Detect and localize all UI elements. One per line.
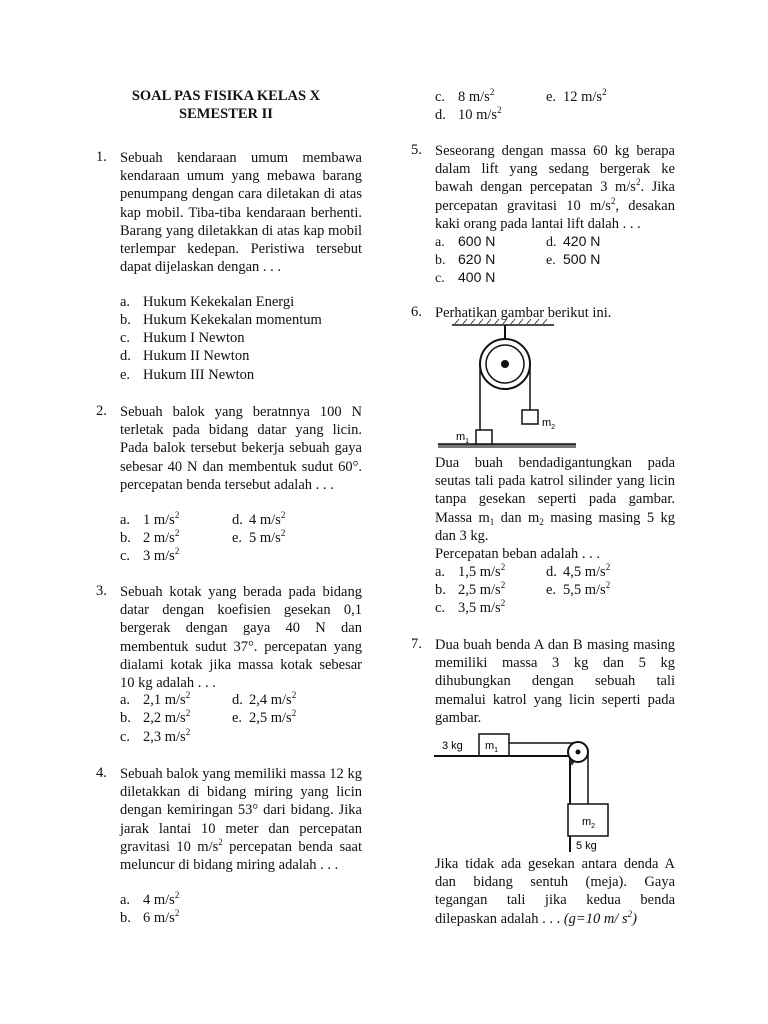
mass-a-label: 3 kg: [442, 740, 463, 752]
option: e. Hukum III Newton: [120, 367, 255, 383]
mass-label: $m_2$: [542, 417, 556, 431]
question-number: 7.: [411, 636, 422, 652]
option: e. 5 $m/s^2$: [232, 528, 286, 546]
option: e. 5,5 $m/s^2$: [546, 580, 611, 598]
question-number: 2.: [96, 403, 107, 419]
option: a. 2,1 $m/s^2$: [120, 690, 191, 708]
title-line-2: SEMESTER II: [179, 106, 273, 122]
option: b. 6 $m/s^2$: [120, 908, 180, 926]
question-text: Sebuah kendaraan umum membawa kendaraan umum yang mebawa barang penumpang dengan cara diletakan di atas kap mobil. Tiba-tiba kendaraan berhenti. Barang yang diletakkan di atas kap mobil terlempar kedepan. Peristiwa tersebut dapat dijelaskan dengan . . .: [120, 150, 362, 276]
option: d. 4 $m/s^2$: [232, 510, 286, 528]
option: c. 400 N: [435, 269, 496, 286]
option: e. 12 $m/s^2$: [546, 87, 607, 105]
question-text: Sebuah kotak yang berada pada bidang datar dengan koefisien gesekan 0,1 bergerak dengan gaya 40 N dan membentuk sudut 37°. percepatan yang dialami kotak jika massa kotak sebesar 10 kg adalah . . .: [120, 584, 362, 692]
question-text: Seseorang dengan massa 60 kg berapa dalam lift yang sedang bergerak ke bawah dengan percepatan 3 $m/s^2$. Jika percepatan gravitasi 10 $m/s^2$, desakan kaki orang pada lantai lift dalah . . .: [435, 143, 675, 232]
option: a. Hukum Kekekalan Energi: [120, 294, 295, 310]
option: e. 500 N: [546, 251, 601, 268]
question-text: Dua buah benda A dan B masing masing memiliki massa 3 kg dan 5 kg dihubungkan dengan sebuah tali memalui katrol yang licin seperti pada gambar.: [435, 637, 675, 726]
question-text: Sebuah balok yang memiliki massa 12 kg diletakkan di bidang miring yang licin dengan kemiringan 53° dari bidang. Jika jarak lantai 10 meter dan percepatan gravitasi 10 $m/s^2$ percepatan benda saat meluncur di bidang miring adalah . . .: [120, 766, 362, 874]
pulley-figure-7: [432, 730, 612, 852]
question-text: Sebuah balok yang beratnnya 100 N terletak pada bidang datar yang licin. Pada balok tersebut bekerja sebuah gaya sebesar 40 N dan membentuk sudut 60°. percepatan benda tersebut adalah . . .: [120, 404, 362, 493]
gravity-formula: (g=10 m/ $s^2$): [563, 908, 637, 927]
mass-b-label: 5 kg: [576, 840, 597, 852]
question-number: 3.: [96, 583, 107, 599]
question-6-description: Dua buah bendadigantungkan pada seutas tali pada katrol silinder yang licin tanpa gesekan seperti pada gambar. Massa $m_1$ dan $m_2$ masing masing 5 kg dan 3 kg.: [435, 455, 675, 544]
question-text: Perhatikan gambar berikut ini.: [435, 305, 612, 321]
mass-m1-box: [476, 430, 492, 444]
question-number: 4.: [96, 765, 107, 781]
mass-m2-box: [522, 410, 538, 424]
option: a. 600 N: [435, 233, 496, 250]
question-6-prompt: Percepatan beban adalah . . .: [435, 546, 601, 562]
option: d. 10 $m/s^2$: [435, 105, 502, 123]
option: b. 2,5 $m/s^2$: [435, 580, 506, 598]
title-line-1: SOAL PAS FISIKA KELAS X: [131, 88, 321, 104]
mass-label: $m_2$: [582, 816, 596, 830]
option: d. 2,4 $m/s^2$: [232, 690, 297, 708]
option: b. 2,2 $m/s^2$: [120, 708, 191, 726]
option: c. Hukum I Newton: [120, 330, 245, 346]
mass-label: $m_1$: [456, 431, 470, 445]
pulley-figure-6: [432, 318, 582, 452]
option: b. Hukum Kekekalan momentum: [120, 312, 322, 328]
option: d. 4,5 $m/s^2$: [546, 562, 611, 580]
option: a. 1 $m/s^2$: [120, 510, 180, 528]
option: c. 3,5 $m/s^2$: [435, 598, 506, 616]
option: c. 3 $m/s^2$: [120, 546, 180, 564]
option: c. 2,3 $m/s^2$: [120, 727, 191, 745]
mass-label: $m_1$: [485, 740, 499, 754]
option: b. 620 N: [435, 251, 496, 268]
document-title: [96, 87, 356, 123]
option: a. 1,5 $m/s^2$: [435, 562, 506, 580]
option: c. 8 $m/s^2$: [435, 87, 495, 105]
question-number: 6.: [411, 304, 422, 320]
option: d. 420 N: [546, 233, 601, 250]
option: a. 4 $m/s^2$: [120, 890, 180, 908]
option: e. 2,5 $m/s^2$: [232, 708, 297, 726]
option: b. 2 $m/s^2$: [120, 528, 180, 546]
question-number: 5.: [411, 142, 422, 158]
question-7-description: Jika tidak ada gesekan antara denda A dan bidang sentuh (meja). Gaya tegangan tali jika kedua benda dilepaskan adalah . . . (g=10 m/ $s^2$): [435, 856, 675, 927]
question-number: 1.: [96, 149, 107, 165]
option: d. Hukum II Newton: [120, 348, 250, 364]
